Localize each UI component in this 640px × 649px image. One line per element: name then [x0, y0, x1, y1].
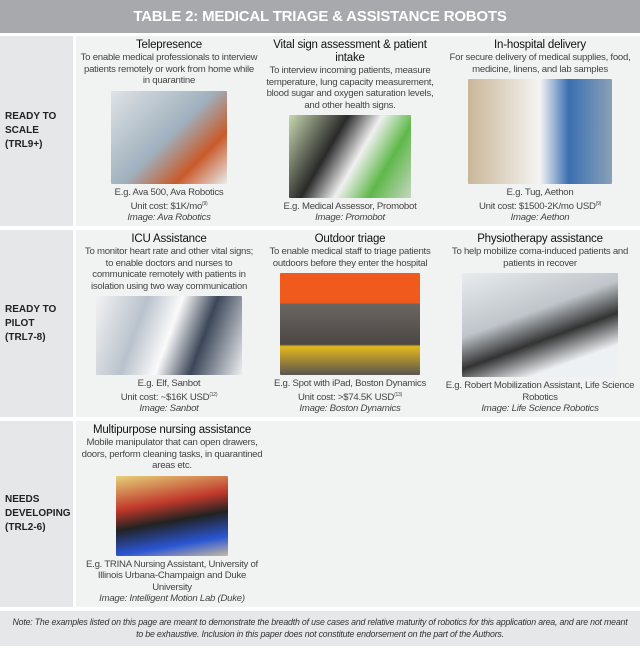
image-credit: Image: Ava Robotics: [127, 212, 211, 224]
reference-mark: (13): [394, 391, 402, 398]
cell-example: E.g. Ava 500, Ava Robotics: [114, 187, 224, 199]
reference-mark: (9): [595, 200, 602, 207]
cell-example: E.g. Medical Assessor, Promobot: [283, 200, 417, 212]
label-line: (TRL9+): [5, 139, 43, 150]
cell-title: Outdoor triage: [314, 233, 386, 245]
cell-description: To help mobilize coma-induced patients and patients in recover: [451, 246, 629, 269]
cell-description: To monitor heart rate and other vital signs; to enable doctors and nurses to communicate remotely with patients in isolation using two way communication: [84, 246, 254, 292]
cell-example: E.g. Robert Mobilization Assistant, Life Science Robotics: [445, 380, 635, 403]
cell-title: Telepresence: [135, 39, 202, 51]
robot-photo: [462, 273, 618, 377]
row-label-needs-developing: [0, 421, 73, 607]
cost-text: Unit cost: ~$16K USD: [120, 391, 210, 403]
cell-title: ICU Assistance: [131, 233, 207, 245]
cell-description: Mobile manipulator that can open drawers, doors, perform cleaning tasks, in quarantined areas etc.: [81, 437, 263, 472]
cell-description: To interview incoming patients, measure temperature, lung capacity measurement, blood sugar and oxygen saturation levels, and other health signs.: [266, 65, 434, 111]
label-line: (TRL7-8): [5, 331, 46, 343]
cost-text: Unit cost: $1K/mo: [130, 200, 203, 212]
label-line: READY TO: [5, 111, 57, 122]
cell-cost: [442, 199, 638, 213]
cell-description: To enable medical staff to triage patients outdoors before they enter the hospital: [269, 246, 431, 269]
row-label-ready-to-pilot: [0, 230, 73, 417]
reference-mark: (9): [202, 200, 208, 207]
cost-text: Unit cost: $1500-2K/mo USD: [478, 200, 596, 212]
label-line: DEVELOPING: [5, 508, 71, 519]
robot-cell: [442, 233, 638, 415]
image-credit: Image: Aethon: [510, 212, 570, 224]
cell-title: In-hospital delivery: [494, 39, 586, 51]
label-line: READY TO: [5, 303, 57, 315]
cell-example: E.g. Elf, Sanbot: [137, 378, 201, 390]
image-credit: Image: Intelligent Motion Lab (Duke): [99, 593, 245, 605]
cell-example: E.g. Spot with iPad, Boston Dynamics: [273, 378, 427, 390]
label-line: PILOT: [5, 317, 35, 329]
image-credit: Image: Promobot: [315, 212, 385, 224]
robot-cell: [260, 233, 440, 415]
image-credit: Image: Boston Dynamics: [299, 403, 401, 415]
cell-description: For secure delivery of medical supplies, food, medicine, linens, and lab samples: [449, 52, 631, 75]
robot-photo: [468, 79, 612, 184]
robot-photo: [289, 115, 411, 197]
robot-cell: [80, 424, 264, 605]
table-title: TABLE 2: MEDICAL TRIAGE & ASSISTANCE ROBOTS: [0, 0, 640, 33]
cell-title: Physiotherapy assistance: [477, 233, 603, 245]
row-label-ready-to-scale: [0, 36, 73, 226]
robot-photo: [111, 91, 227, 184]
image-credit: Image: Sanbot: [139, 403, 199, 415]
label-line: (TRL2-6): [5, 522, 46, 533]
robot-photo: [280, 273, 420, 375]
footnote: Note: The examples listed on this page are meant to demonstrate the breadth of use cases and relative maturity of robotics for this application area, and are not meant to be exhaustive. Inclusion in this paper does not constitute endorsement on the part of the Authors.: [0, 611, 640, 646]
robot-photo: [96, 296, 242, 375]
robot-cell: [260, 39, 440, 224]
robot-cell: [442, 39, 638, 224]
cell-example: E.g. Tug, Aethon: [506, 187, 574, 199]
robot-cell: [80, 39, 258, 224]
cell-cost: [260, 390, 440, 404]
image-credit: Image: Life Science Robotics: [481, 403, 599, 415]
cell-title: Vital sign assessment & patient intake: [273, 39, 427, 64]
label-line: SCALE: [5, 125, 39, 136]
cell-example: E.g. TRINA Nursing Assistant, University of Illinois Urbana-Champaign and Duke University: [86, 558, 258, 593]
cell-title: Multipurpose nursing assistance: [92, 424, 252, 436]
robot-photo: [116, 476, 228, 556]
cell-cost: [80, 199, 258, 213]
robot-cell: [80, 233, 258, 415]
cell-description: To enable medical professionals to interview patients remotely or work from home while in quarantine: [80, 52, 258, 87]
cell-cost: [80, 390, 258, 404]
cost-text: Unit cost: >$74.5K USD: [298, 391, 395, 403]
label-line: NEEDS: [5, 494, 40, 505]
reference-mark: (12): [209, 391, 218, 398]
